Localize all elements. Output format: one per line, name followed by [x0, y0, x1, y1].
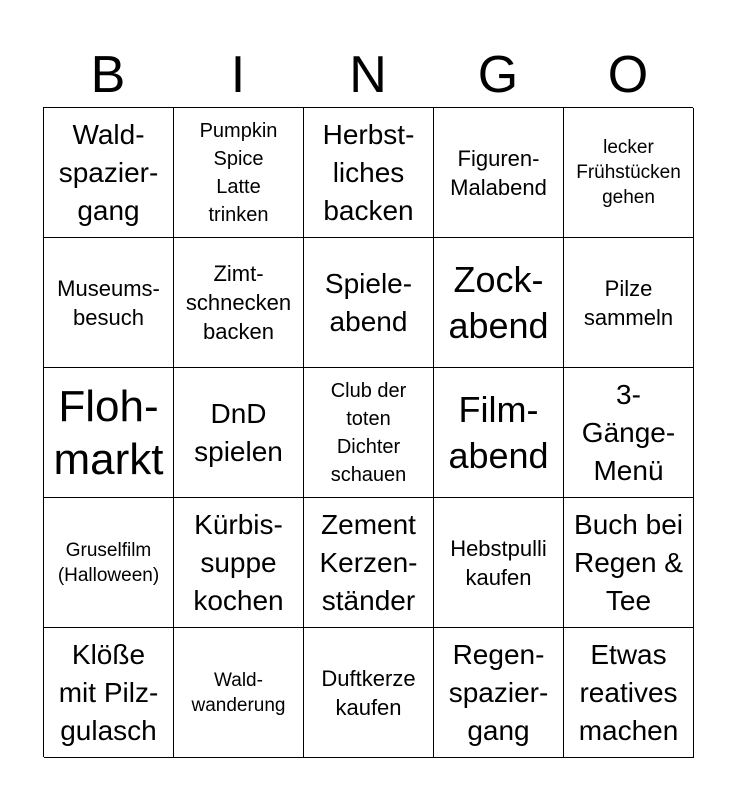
- cell-text: Zement Kerzen- ständer: [319, 508, 418, 616]
- bingo-header: [43, 44, 693, 106]
- bingo-cell[interactable]: [304, 368, 434, 498]
- bingo-cell[interactable]: [434, 498, 564, 628]
- bingo-cell[interactable]: [174, 498, 304, 628]
- cell-text: Duftkerze kaufen: [321, 665, 416, 720]
- bingo-cell[interactable]: [44, 108, 174, 238]
- bingo-cell[interactable]: [174, 368, 304, 498]
- cell-text: Buch bei Regen & Tee: [574, 508, 683, 616]
- cell-text: Film- abend: [448, 388, 549, 476]
- bingo-cell[interactable]: [564, 108, 694, 238]
- bingo-cell[interactable]: [564, 498, 694, 628]
- header-letter-i: I: [230, 46, 246, 104]
- bingo-cell[interactable]: [304, 108, 434, 238]
- bingo-cell[interactable]: [434, 238, 564, 368]
- header-letter-b: B: [90, 46, 126, 104]
- bingo-cell[interactable]: [44, 238, 174, 368]
- cell-text: Pilze sammeln: [583, 275, 674, 330]
- bingo-cell[interactable]: [44, 628, 174, 758]
- cell-text: Herbst- liches backen: [322, 118, 415, 226]
- header-letter-n: N: [349, 46, 387, 104]
- cell-text: Hebstpulli kaufen: [450, 535, 547, 590]
- cell-text: Museums- besuch: [57, 275, 160, 330]
- cell-text: Zock- abend: [448, 258, 549, 346]
- bingo-cell[interactable]: [304, 628, 434, 758]
- cell-text: Figuren- Malabend: [450, 145, 547, 200]
- cell-text: Etwas reatives machen: [578, 638, 679, 746]
- bingo-cell[interactable]: [304, 498, 434, 628]
- cell-text: Wald- wanderung: [191, 669, 286, 716]
- bingo-cell[interactable]: [564, 628, 694, 758]
- cell-text: Klöße mit Pilz- gulasch: [58, 638, 159, 746]
- cell-text: DnD spielen: [194, 397, 283, 467]
- bingo-cell[interactable]: [564, 368, 694, 498]
- cell-text: Pumpkin Spice Latte trinken: [199, 119, 278, 226]
- cell-text: lecker Frühstücken gehen: [576, 137, 681, 208]
- bingo-grid: [43, 107, 693, 757]
- cell-text: 3- Gänge- Menü: [581, 378, 676, 486]
- header-letter-o: O: [607, 46, 649, 104]
- cell-text: Kürbis- suppe kochen: [193, 508, 284, 616]
- cell-text: Gruselfilm (Halloween): [57, 539, 160, 586]
- bingo-cell[interactable]: [174, 108, 304, 238]
- bingo-cell[interactable]: [434, 108, 564, 238]
- cell-text: Wald- spazier- gang: [58, 118, 159, 226]
- cell-text: Regen- spazier- gang: [448, 638, 549, 746]
- header-letter-g: G: [477, 46, 519, 104]
- bingo-cell[interactable]: [174, 238, 304, 368]
- cell-text: Zimt- schnecken backen: [185, 261, 292, 344]
- cell-text: Club der toten Dichter schauen: [330, 379, 407, 486]
- bingo-cell[interactable]: [434, 368, 564, 498]
- bingo-cell[interactable]: [564, 238, 694, 368]
- bingo-cell[interactable]: [434, 628, 564, 758]
- bingo-cell[interactable]: [44, 368, 174, 498]
- cell-text: Spiele- abend: [324, 267, 413, 337]
- bingo-cell[interactable]: [304, 238, 434, 368]
- bingo-cell[interactable]: [44, 498, 174, 628]
- cell-text: Floh- markt: [53, 381, 164, 484]
- bingo-cell[interactable]: [174, 628, 304, 758]
